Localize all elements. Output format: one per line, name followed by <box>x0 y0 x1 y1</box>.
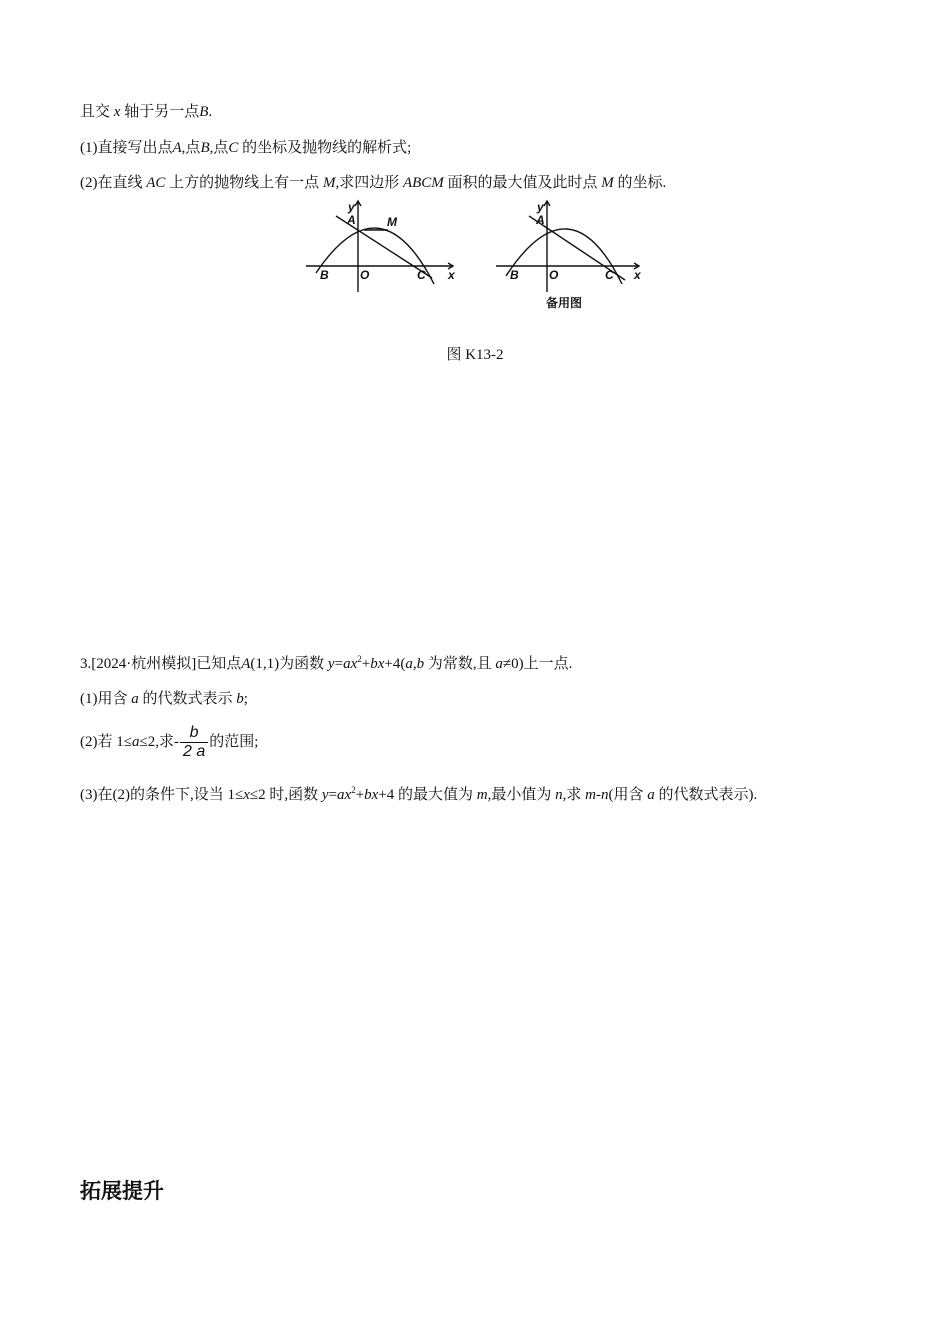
q3-part3: (3)在(2)的条件下,设当 1≤x≤2 时,函数 $y=ax^2+bx+4$ 的最大值为 m,最小值为 n,求 m-n(用含 a 的代数式表示). <box>80 785 758 803</box>
left-label-b: B <box>320 268 329 282</box>
right-label-c: C <box>605 268 614 282</box>
q3-part2: (2)若 1≤a≤2,求- $\frac{b}{2 a}$ 的范围; <box>80 724 259 761</box>
q2-part1: (1)直接写出点A,点B,点C 的坐标及抛物线的解析式; <box>80 140 412 156</box>
right-label-a: A <box>536 213 545 227</box>
section-heading: 拓展提升 <box>80 1179 164 1203</box>
figure-k13-2 <box>300 198 650 318</box>
left-label-o: O <box>360 268 370 282</box>
right-label-x: x <box>634 268 641 282</box>
left-label-m: M <box>387 215 397 229</box>
left-label-a: A <box>347 213 356 227</box>
q2-part2: (2)在直线 AC 上方的抛物线上有一点 M,求四边形 ABCM 面积的最大值及此时点 M 的坐标. <box>80 175 667 191</box>
fraction-b-over-2a: $\frac{b}{2 a}$ <box>180 724 208 761</box>
right-label-y: y <box>537 200 544 214</box>
backup-figure-label: 备用图 <box>546 296 583 310</box>
figure-svg <box>300 198 650 318</box>
left-label-c: C <box>417 268 426 282</box>
left-label-x: x <box>448 268 455 282</box>
left-label-y: y <box>348 200 355 214</box>
q2-intro-line: 且交 x 轴于另一点B. <box>80 104 213 120</box>
right-label-b: B <box>510 268 519 282</box>
q3-part1: (1)用含 a 的代数式表示 b; <box>80 691 248 707</box>
q3-stem: 3.[2024·杭州模拟]已知点A(1,1)为函数 $y=ax^2+bx+4(a,b$ 为常数,且 a≠0)上一点. <box>80 654 573 672</box>
right-label-o: O <box>549 268 559 282</box>
figure-caption: 图 K13-2 <box>446 347 504 363</box>
